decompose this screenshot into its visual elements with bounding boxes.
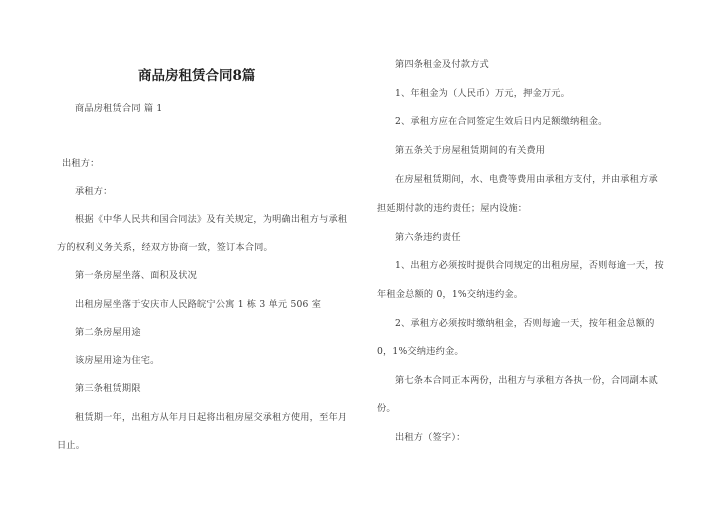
paragraph-line: 该房屋用途为住宅。 <box>75 355 160 366</box>
clause-heading: 第三条租赁期限 <box>75 383 141 394</box>
clause-heading: 第七条本合同正本两份，出租方与承租方各执一份，合同副本贰 <box>395 375 658 386</box>
document-title: 商品房租赁合同8篇 <box>138 68 256 84</box>
paragraph-line: 担延期付款的违约责任；屋内设施： <box>377 203 528 214</box>
paragraph-line: 根据《中华人民共和国合同法》及有关规定，为明确出租方与承租 <box>75 214 348 225</box>
left-column <box>50 0 350 508</box>
paragraph-line: 2、承租方应在合同签定生效后日内足额缴纳租金。 <box>395 116 608 127</box>
lessor-label: 出租方： <box>62 158 100 169</box>
paragraph-line: 在房屋租赁期间，水、电费等费用由承租方支付，并由承租方承 <box>395 174 658 185</box>
paragraph-line: 租赁期一年，出租方从年月日起将出租房屋交承租方使用，至年月 <box>75 412 348 423</box>
paragraph-line: 1、年租金为（人民币）万元，押金万元。 <box>395 88 571 99</box>
paragraph-line: 2、承租方必须按时缴纳租金，否则每逾一天，按年租金总额的 <box>395 318 655 329</box>
paragraph-line: 日止。 <box>57 440 86 451</box>
clause-heading: 第六条违约责任 <box>395 232 461 243</box>
paragraph-line: 出租房屋坐落于安庆市人民路皖宁公寓 1 栋 3 单元 506 室 <box>75 299 322 310</box>
clause-heading: 第一条房屋坐落、面积及状况 <box>75 270 198 281</box>
clause-heading: 第四条租金及付款方式 <box>395 59 489 70</box>
signature-label: 出租方（签字）： <box>395 432 466 443</box>
paragraph-line: 年租金总额的 0，1%交纳违约金。 <box>377 289 524 300</box>
paragraph-line: 0，1%交纳违约金。 <box>377 346 464 357</box>
right-column <box>370 0 670 508</box>
clause-heading: 第五条关于房屋租赁期间的有关费用 <box>395 145 546 156</box>
paragraph-line: 1、出租方必须按时提供合同规定的出租房屋，否则每逾一天，按 <box>395 260 664 271</box>
paragraph-line: 份。 <box>377 403 396 414</box>
section-heading: 商品房租赁合同 篇 1 <box>75 103 163 114</box>
clause-heading: 第二条房屋用途 <box>75 327 141 338</box>
paragraph-line: 方的权利义务关系，经双方协商一致，签订本合同。 <box>57 242 273 253</box>
lessee-label: 承租方： <box>75 186 113 197</box>
